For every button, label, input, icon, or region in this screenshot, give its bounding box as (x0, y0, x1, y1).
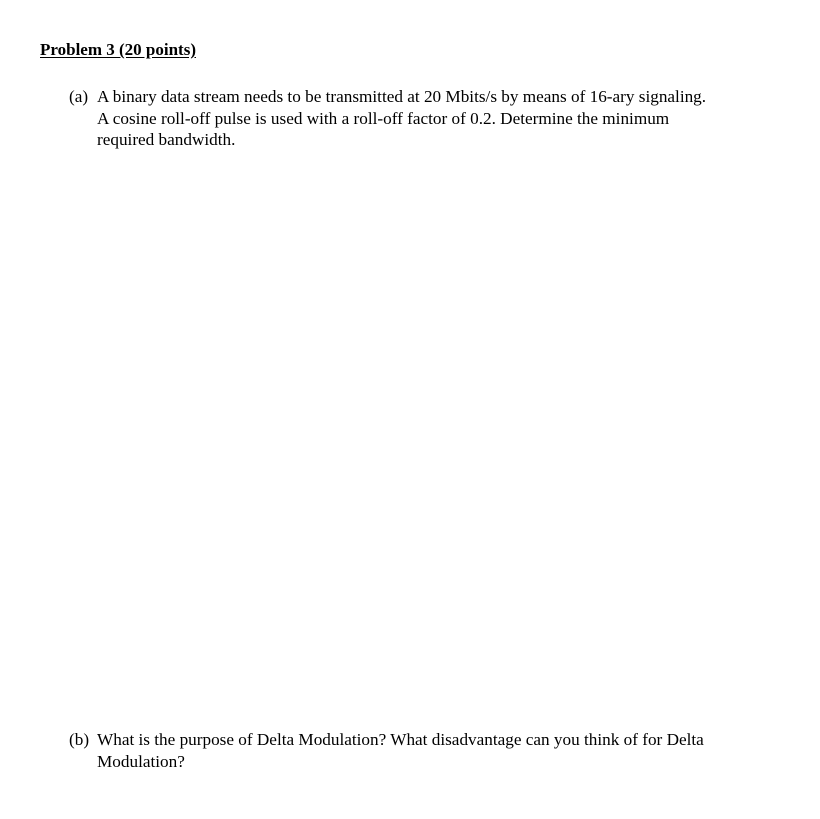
problem-title: Problem 3 (20 points) (40, 40, 196, 59)
question-a-label: (a) (69, 87, 89, 106)
question-b (69, 729, 789, 772)
question-a-line-1: A binary data stream needs to be transmitted at 20 Mbits/s by means of 16-ary signaling. (97, 87, 707, 106)
question-b-line-1: What is the purpose of Delta Modulation? What disadvantage can you think of for Delta (97, 730, 704, 749)
question-a-line-2: A cosine roll-off pulse is used with a roll-off factor of 0.2. Determine the minimum (97, 108, 670, 128)
question-b-line-2: Modulation? (97, 751, 185, 771)
question-b-label: (b) (69, 730, 90, 749)
question-b-text (97, 729, 789, 772)
question-a-text (97, 86, 789, 151)
question-a (69, 86, 789, 151)
question-a-line-3: required bandwidth. (97, 130, 236, 149)
